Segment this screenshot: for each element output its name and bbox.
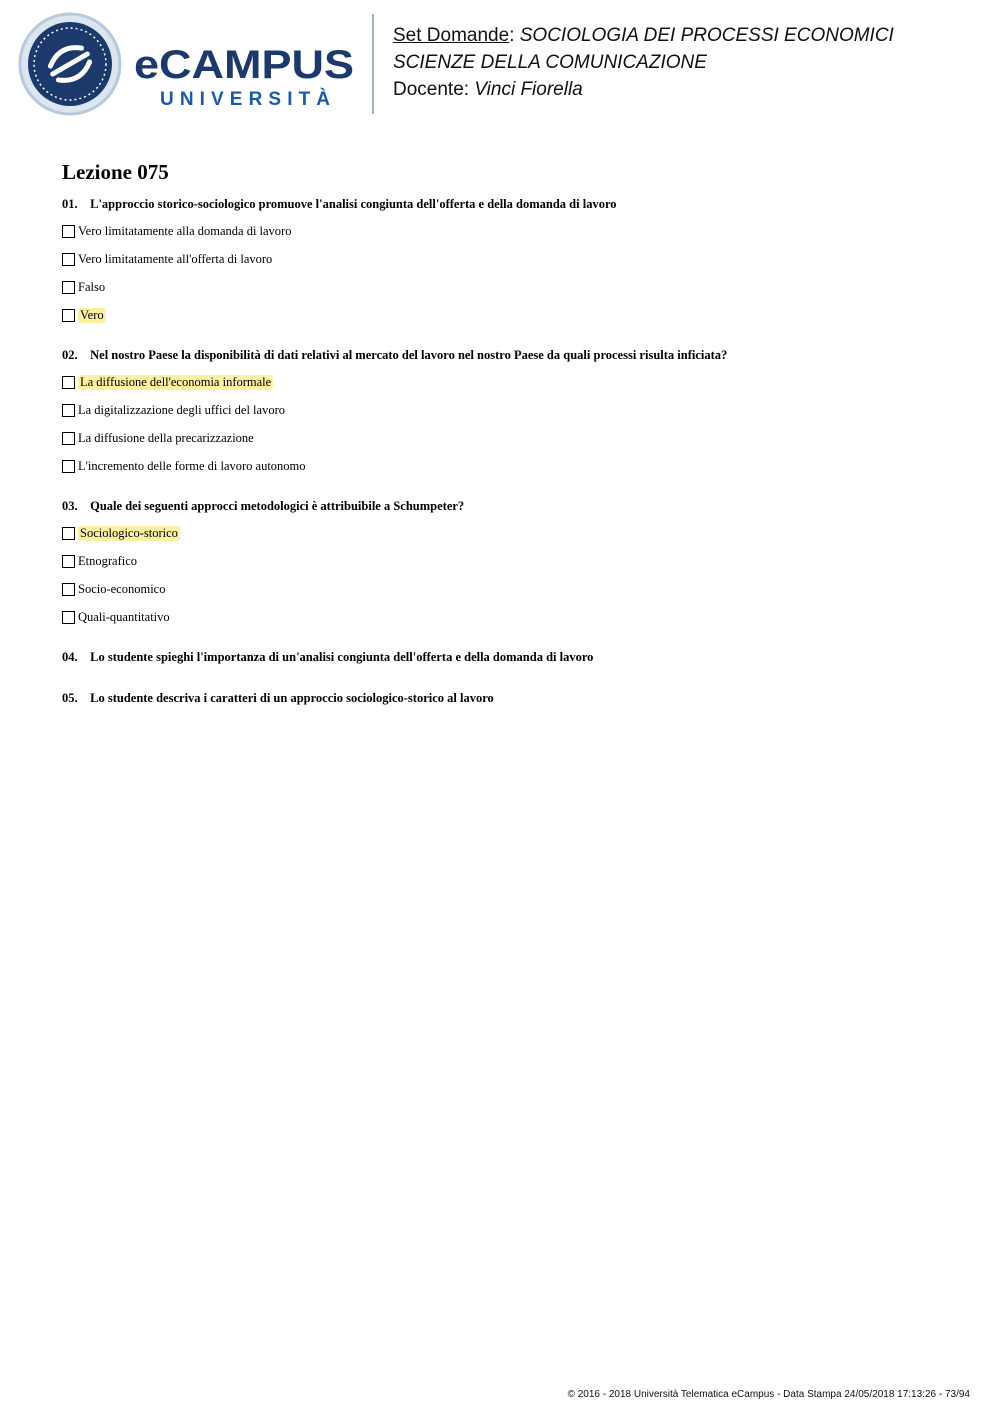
question-03 <box>62 499 464 514</box>
question-number: 02. <box>62 348 78 362</box>
option-item[interactable] <box>62 402 285 418</box>
ecampus-logo <box>14 12 364 122</box>
question-number: 04. <box>62 650 78 664</box>
page-header <box>0 0 1000 130</box>
checkbox[interactable] <box>62 527 75 540</box>
course-info: Set Domande: SOCIOLOGIA DEI PROCESSI ECONOMICI SCIENZE DELLA COMUNICAZIONE Docente: Vinci Fiorella <box>393 25 894 100</box>
checkbox[interactable] <box>62 309 75 322</box>
logo-sub-text: UNIVERSITÀ <box>160 89 330 110</box>
question-number: 03. <box>62 499 78 513</box>
teacher-label: Docente: <box>393 79 470 100</box>
option-label-highlighted: La diffusione dell'economia informale <box>80 374 272 389</box>
question-01 <box>62 197 617 212</box>
option-item[interactable] <box>62 609 170 625</box>
checkbox[interactable] <box>62 225 75 238</box>
checkbox[interactable] <box>62 555 75 568</box>
set-label: Set Domande <box>393 25 510 46</box>
option-label: Vero limitatamente all'offerta di lavoro <box>78 251 273 266</box>
option-label: Falso <box>78 279 106 294</box>
question-number: 01. <box>62 197 78 211</box>
question-text: Lo studente descriva i caratteri di un approccio sociologico-storico al lavoro <box>90 691 494 705</box>
checkbox[interactable] <box>62 460 75 473</box>
question-number: 05. <box>62 691 78 705</box>
option-label: La digitalizzazione degli uffici del lavoro <box>78 402 285 417</box>
option-item[interactable] <box>62 581 165 597</box>
checkbox[interactable] <box>62 281 75 294</box>
option-item[interactable] <box>62 307 106 323</box>
checkbox[interactable] <box>62 583 75 596</box>
option-label: Socio-economico <box>78 581 166 596</box>
header-divider <box>372 14 374 114</box>
course-title: SOCIOLOGIA DEI PROCESSI ECONOMICI <box>519 25 894 46</box>
question-text: Lo studente spieghi l'importanza di un'analisi congiunta dell'offerta e della domanda di lavoro <box>90 650 594 664</box>
logo-brand-text: eCAMPUS <box>134 43 354 87</box>
option-item[interactable] <box>62 374 273 390</box>
option-item[interactable] <box>62 430 254 446</box>
option-label: Quali-quantitativo <box>78 609 170 624</box>
option-label: La diffusione della precarizzazione <box>78 430 254 445</box>
checkbox[interactable] <box>62 611 75 624</box>
option-label: Etnografico <box>78 553 138 568</box>
checkbox[interactable] <box>62 253 75 266</box>
question-02 <box>62 348 727 363</box>
option-item[interactable] <box>62 279 105 295</box>
option-item[interactable] <box>62 223 291 239</box>
page-footer: © 2016 - 2018 Università Telematica eCampus - Data Stampa 24/05/2018 17:13:26 - 73/94 <box>567 1389 970 1400</box>
question-text: L'approccio storico-sociologico promuove l'analisi congiunta dell'offerta e della domanda di lavoro <box>90 197 617 211</box>
checkbox[interactable] <box>62 432 75 445</box>
option-label: Vero limitatamente alla domanda di lavoro <box>78 223 292 238</box>
lesson-title: Lezione 075 <box>62 160 169 184</box>
option-item[interactable] <box>62 251 272 267</box>
option-label-highlighted: Vero <box>80 307 104 322</box>
option-item[interactable] <box>62 458 306 474</box>
question-04 <box>62 650 593 665</box>
checkbox[interactable] <box>62 376 75 389</box>
option-item[interactable] <box>62 553 137 569</box>
course-subtitle: SCIENZE DELLA COMUNICAZIONE <box>393 52 707 73</box>
question-05 <box>62 691 494 706</box>
option-label-highlighted: Sociologico-storico <box>80 525 178 540</box>
option-item[interactable] <box>62 525 180 541</box>
question-text: Quale dei seguenti approcci metodologici è attribuibile a Schumpeter? <box>90 499 465 513</box>
teacher-name: Vinci Fiorella <box>474 79 583 100</box>
checkbox[interactable] <box>62 404 75 417</box>
option-label: L'incremento delle forme di lavoro autonomo <box>78 458 306 473</box>
question-text: Nel nostro Paese la disponibilità di dati relativi al mercato del lavoro nel nostro Paese da quali processi risulta inficiata? <box>90 348 728 362</box>
